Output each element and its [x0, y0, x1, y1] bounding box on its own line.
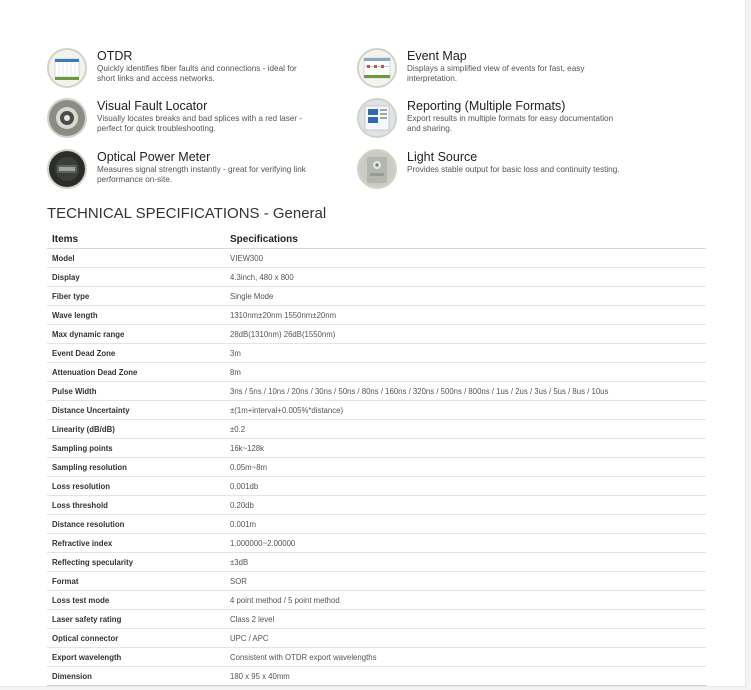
table-row [47, 648, 706, 667]
table-row [47, 610, 706, 629]
spec-value: ±3dB [230, 553, 706, 572]
feature-description: Export results in multiple formats for easy documentation and sharing. [407, 114, 614, 133]
spec-value: 16k~128k [230, 439, 706, 458]
spec-item: Model [47, 249, 230, 268]
table-row [47, 363, 706, 382]
feature-title: Optical Power Meter [97, 150, 211, 164]
feature-title: Visual Fault Locator [97, 99, 208, 113]
feature-description: Quickly identifies fiber faults and connections - ideal for short links and access networks. [97, 64, 297, 83]
spec-item: Pulse Width [47, 382, 230, 401]
spec-item: Event Dead Zone [47, 344, 230, 363]
vfl-port-icon [47, 98, 87, 138]
spec-item: Loss resolution [47, 477, 230, 496]
table-row [47, 629, 706, 648]
spec-item: Laser safety rating [47, 610, 230, 629]
feature-title: OTDR [97, 49, 133, 63]
spec-item: Distance Uncertainty [47, 401, 230, 420]
spec-item: Refractive index [47, 534, 230, 553]
table-row [47, 268, 706, 287]
table-row [47, 420, 706, 439]
table-row [47, 401, 706, 420]
feature-description: Displays a simplified view of events for fast, easy interpretation. [407, 64, 585, 83]
section-title: TECHNICAL SPECIFICATIONS - General [47, 205, 327, 222]
table-row [47, 496, 706, 515]
spec-value: 28dB(1310nm) 26dB(1550nm) [230, 325, 706, 344]
spec-value: 8m [230, 363, 706, 382]
table-row [47, 325, 706, 344]
spec-item: Fiber type [47, 287, 230, 306]
spec-item: Format [47, 572, 230, 591]
column-header-specifications: Specifications [230, 231, 706, 249]
feature-description: Visually locates breaks and bad splices with a red laser - perfect for quick troubleshooting. [97, 114, 303, 133]
spec-item: Display [47, 268, 230, 287]
spec-value: 3m [230, 344, 706, 363]
spec-value: 3ns / 5ns / 10ns / 20ns / 30ns / 50ns / 80ns / 160ns / 320ns / 500ns / 800ns / 1us / 2us / 3us / 5us / 8us / 10us [230, 382, 706, 401]
column-header-items: Items [47, 231, 230, 249]
specifications-table [47, 231, 706, 686]
table-row [47, 344, 706, 363]
spec-value: ±(1m+interval+0.005%*distance) [230, 401, 706, 420]
table-row [47, 667, 706, 686]
feature-description: Provides stable output for basic loss and continuity testing. [407, 165, 620, 174]
spec-value: 0.001m [230, 515, 706, 534]
table-row [47, 477, 706, 496]
spec-value: 4.3inch, 480 x 800 [230, 268, 706, 287]
feature-reporting [357, 98, 657, 142]
feature-event-map [357, 48, 657, 92]
otdr-screen-icon [47, 48, 87, 88]
spec-value: Consistent with OTDR export wavelengths [230, 648, 706, 667]
spec-value: 0.05m~8m [230, 458, 706, 477]
spec-value: Single Mode [230, 287, 706, 306]
event-map-icon [357, 48, 397, 88]
table-header-row [47, 231, 706, 249]
feature-title: Reporting (Multiple Formats) [407, 99, 566, 113]
table-row [47, 572, 706, 591]
report-folder-icon [357, 98, 397, 138]
spec-item: Linearity (dB/dB) [47, 420, 230, 439]
table-row [47, 382, 706, 401]
feature-title: Event Map [407, 49, 467, 63]
spec-item: Sampling resolution [47, 458, 230, 477]
spec-value: 4 point method / 5 point method [230, 591, 706, 610]
table-row [47, 534, 706, 553]
table-row [47, 553, 706, 572]
spec-item: Max dynamic range [47, 325, 230, 344]
feature-title: Light Source [407, 150, 478, 164]
table-row [47, 439, 706, 458]
table-row [47, 287, 706, 306]
table-row [47, 458, 706, 477]
spec-value: UPC / APC [230, 629, 706, 648]
spec-item: Export wavelength [47, 648, 230, 667]
feature-light-source [357, 149, 657, 193]
power-meter-icon [47, 149, 87, 189]
spec-item: Sampling points [47, 439, 230, 458]
spec-item: Attenuation Dead Zone [47, 363, 230, 382]
spec-value: 1310nm±20nm 1550nm±20nm [230, 306, 706, 325]
table-row [47, 249, 706, 268]
spec-value: 0.20db [230, 496, 706, 515]
spec-value: VIEW300 [230, 249, 706, 268]
spec-value: 180 x 95 x 40mm [230, 667, 706, 686]
spec-item: Dimension [47, 667, 230, 686]
spec-value: 1.000000~2.00000 [230, 534, 706, 553]
spec-item: Loss threshold [47, 496, 230, 515]
table-row [47, 306, 706, 325]
table-row [47, 591, 706, 610]
spec-item: Reflecting specularity [47, 553, 230, 572]
feature-description: Measures signal strength instantly - great for verifying link performance on-site. [97, 165, 306, 184]
table-row [47, 515, 706, 534]
feature-optical-power-meter [47, 149, 347, 193]
spec-item: Distance resolution [47, 515, 230, 534]
spec-item: Optical connector [47, 629, 230, 648]
spec-item: Wave length [47, 306, 230, 325]
spec-value: Class 2 level [230, 610, 706, 629]
spec-item: Loss test mode [47, 591, 230, 610]
feature-visual-fault-locator [47, 98, 347, 142]
feature-otdr [47, 48, 347, 92]
spec-value: 0.001db [230, 477, 706, 496]
light-source-icon [357, 149, 397, 189]
spec-value: SOR [230, 572, 706, 591]
spec-value: ±0.2 [230, 420, 706, 439]
